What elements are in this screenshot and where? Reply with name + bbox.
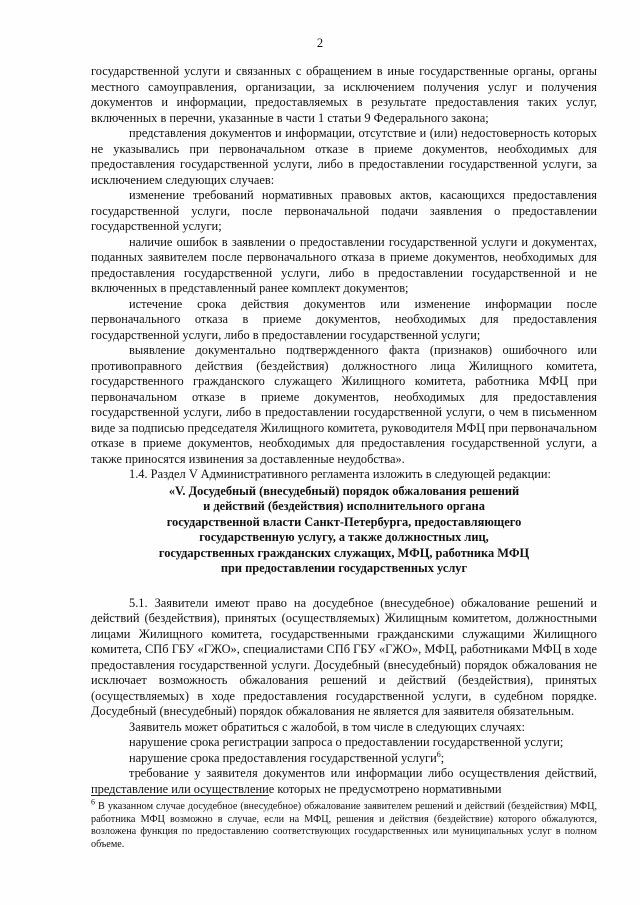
footnote-body: В указанном случае досудебное (внесудебное) обжалование заявителем решений и действий (бездействия) МФЦ, работника МФЦ возможно в случае, если на МФЦ, решения и действия (бездействие) которого обжалуются, возложена функция по предоставлению соответствующих государственных или муниципальных услуг в полном объеме. bbox=[91, 801, 598, 850]
heading-line: «V. Досудебный (внесудебный) порядок обжалования решений bbox=[168, 483, 520, 498]
page-number: 2 bbox=[316, 36, 324, 50]
paragraph: представления документов и информации, отсутствие и (или) недостоверность которых не указывались при первоначальном отказе в приеме документов, необходимых для предоставления государственной услуги, либо в предоставлении государственной услуги, за исключением следующих случаев: bbox=[91, 126, 597, 187]
heading-line: государственных гражданских служащих, МФЦ, работника МФЦ bbox=[158, 545, 530, 560]
spacer bbox=[91, 577, 597, 596]
footnote bbox=[91, 797, 598, 851]
paragraph: истечение срока действия документов или изменение информации после первоначального отказа в приеме документов, необходимых для предоставления государственной услуги, либо в предоставлении государственной услуги; bbox=[91, 296, 597, 342]
paragraph: наличие ошибок в заявлении о предоставлении государственной услуги и документах, поданных заявителем после первоначального отказа в приеме документов, необходимых для предоставления государственной услуги, либо в предоставлении государственной и не включенных в представленный ранее комплект документов; bbox=[91, 234, 597, 295]
footnote-text bbox=[91, 797, 598, 851]
paragraph: Заявитель может обратиться с жалобой, в том числе в следующих случаях: bbox=[129, 719, 525, 734]
heading-line: и действий (бездействия) исполнительного органа bbox=[203, 499, 485, 513]
footnote-reference[interactable]: 6 bbox=[436, 749, 441, 759]
document-body bbox=[91, 64, 597, 797]
footnote-marker: 6 bbox=[91, 797, 95, 807]
paragraph: выявление документально подтвержденного факта (признаков) ошибочного или противоправного действия (бездействия) должностного лица Жилищного комитета, государственного гражданского служащего Жилищного комитета, работника МФЦ при первоначальном отказе в приеме документов, необходимых для предоставления государственной услуги, либо в предоставлении государственной услуги, о чем в письменном виде за подписью председателя Жилищного комитета, руководителя МФЦ при первоначальном отказе в приеме документов, необходимых для предоставления государственной услуги, а также приносятся извинения за доставленные неудобства». bbox=[91, 343, 597, 466]
paragraph-text: нарушение срока предоставления государственной услуги bbox=[129, 750, 437, 765]
paragraph: требование у заявителя документов или информации либо осуществления действий, представление или осуществление которых не предусмотрено нормативными bbox=[91, 766, 597, 796]
heading-line: государственную услугу, а также должностных лиц, bbox=[199, 530, 489, 544]
footnote-divider bbox=[91, 795, 269, 796]
paragraph: государственной услуги и связанных с обращением в иные государственные органы, органы местного самоуправления, организации, за исключением получения услуг и получения документов и информации, предоставляемых в результате предоставления таких услуг, включенных в перечни, указанные в части 1 статьи 9 Федерального закона; bbox=[91, 64, 597, 125]
paragraph: 1.4. Раздел V Административного регламента изложить в следующей редакции: bbox=[129, 467, 551, 481]
heading-line: при предоставлении государственных услуг bbox=[220, 561, 468, 575]
section-heading bbox=[91, 484, 597, 577]
paragraph-with-footnote: нарушение срока предоставления государственной услуги$^6$; bbox=[129, 749, 445, 765]
paragraph: нарушение срока регистрации запроса о предоставлении государственной услуги; bbox=[129, 735, 564, 749]
paragraph: изменение требований нормативных правовых актов, касающихся предоставления государственной услуги, после первоначальной подачи заявления о предоставлении государственной услуги; bbox=[91, 188, 597, 233]
paragraph: 5.1. Заявители имеют право на досудебное (внесудебное) обжалование решений и действий (бездействия), принятых (осуществляемых) Жилищным комитетом, должностными лицами Жилищного комитета, государственными гражданскими служащими Жилищного комитета, СПб ГБУ «ГЖО», специалистами СПб ГБУ «ГЖО», МФЦ, работниками МФЦ в ходе предоставления государственной услуги. Досудебный (внесудебный) порядок обжалования не исключает возможность обжалования решений и действий (бездействия), принятых (осуществляемых) в ходе предоставления государственной услуги, в судебном порядке. Досудебный (внесудебный) порядок обжалования не является для заявителя обязательным. bbox=[91, 595, 597, 718]
heading-line: государственной власти Санкт-Петербурга, предоставляющего bbox=[166, 514, 522, 529]
